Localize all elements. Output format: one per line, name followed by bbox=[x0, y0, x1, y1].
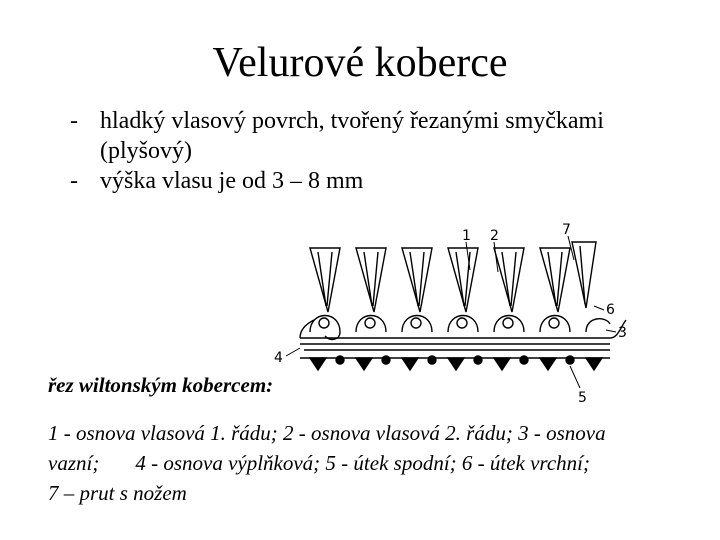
callout-label: 3 bbox=[618, 325, 627, 341]
bullet-marker: - bbox=[70, 168, 78, 194]
bullet-item bbox=[70, 106, 630, 166]
legend-line bbox=[48, 448, 698, 478]
legend-line: 7 – prut s nožem bbox=[48, 481, 187, 505]
legend-text: vazní; bbox=[48, 451, 100, 475]
bullet-text: výška vlasu je od 3 – 8 mm bbox=[100, 168, 364, 194]
callout-label: 5 bbox=[578, 390, 587, 406]
legend-line: 1 - osnova vlasová 1. řádu; 2 - osnova vlasová 2. řádu; 3 - osnova bbox=[48, 421, 606, 445]
pile-tufts bbox=[310, 242, 596, 312]
bullet-list bbox=[70, 106, 630, 196]
figure-caption: řez wiltonským kobercem: bbox=[48, 373, 274, 397]
upper-weft bbox=[310, 316, 610, 340]
bullet-item bbox=[70, 166, 630, 196]
slide-title: Velurové koberce bbox=[212, 40, 508, 86]
wilton-carpet-cross-section-diagram bbox=[270, 220, 640, 406]
callout-label: 1 bbox=[462, 228, 471, 244]
callout-label: 6 bbox=[606, 302, 615, 318]
callout-label: 4 bbox=[274, 350, 283, 366]
bullet-marker: - bbox=[70, 108, 78, 134]
callout-label: 7 bbox=[562, 222, 571, 238]
callout-label: 2 bbox=[490, 228, 499, 244]
figure-legend bbox=[48, 418, 698, 508]
legend-text: 4 - osnova výplňková; 5 - útek spodní; 6 - útek vrchní; bbox=[135, 451, 590, 475]
warp-lines bbox=[300, 320, 626, 358]
bullet-text: hladký vlasový povrch, tvořený řezanými smyčkami (plyšový) bbox=[100, 108, 604, 164]
